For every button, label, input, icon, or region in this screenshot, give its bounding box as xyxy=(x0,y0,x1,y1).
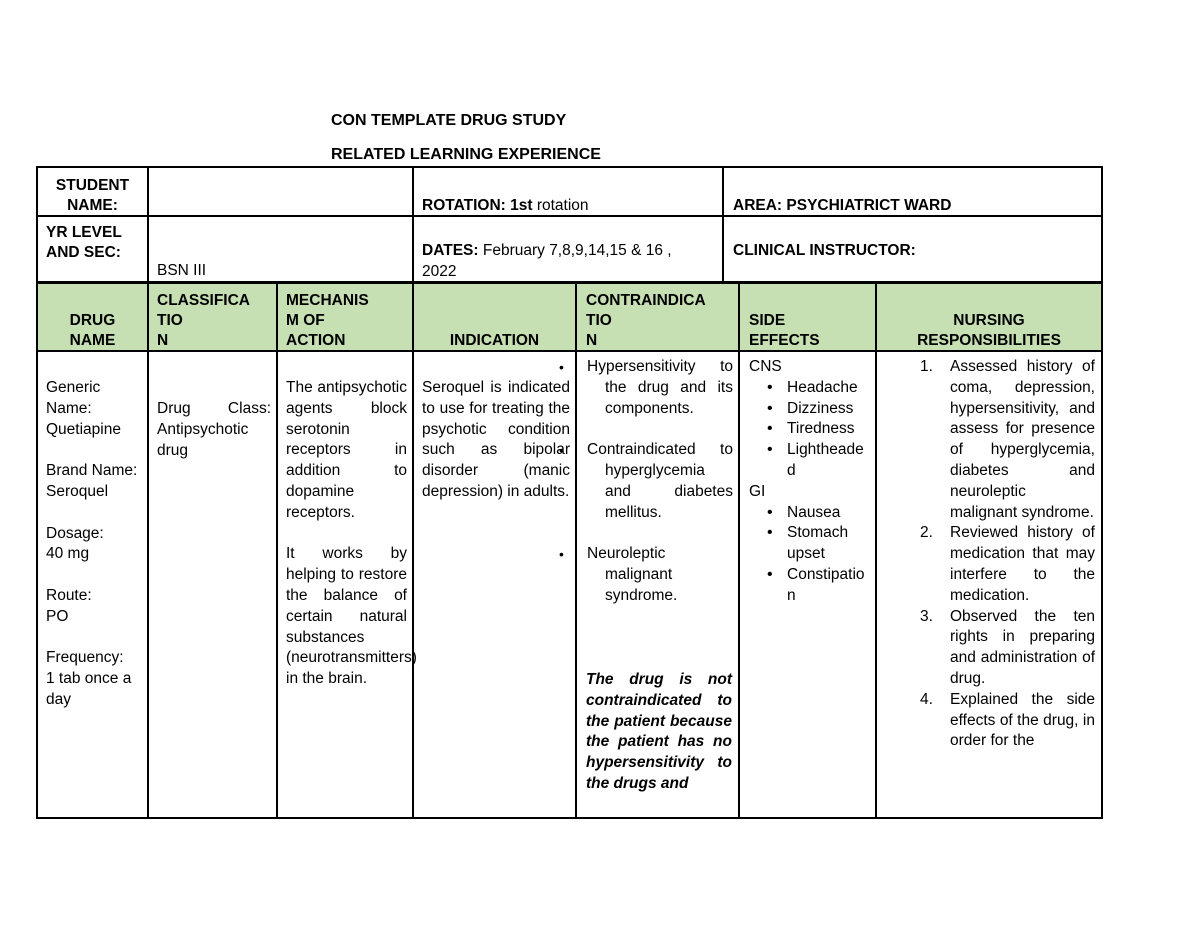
clinical-instructor-cell xyxy=(722,215,1103,283)
col-header-line: TIO xyxy=(586,312,612,329)
dates-cell xyxy=(412,215,724,283)
nursing-cell xyxy=(875,350,1103,819)
drug-study-table xyxy=(36,282,1103,819)
dates xyxy=(422,241,672,261)
document-subtitle: RELATED LEARNING EXPERIENCE xyxy=(331,146,601,163)
generic-name: Quetiapine xyxy=(46,420,121,438)
side-effects-cell xyxy=(738,350,877,819)
clinical-instructor-label: CLINICAL INSTRUCTOR: xyxy=(733,242,916,259)
col-header-line: EFFECTS xyxy=(749,332,820,349)
rotation-label: ROTATION: 1st xyxy=(422,197,533,214)
side-effect-item: • Headache xyxy=(749,378,871,399)
nursing-item-number: 1. xyxy=(920,358,933,375)
cns-label: CNS xyxy=(749,358,782,375)
col-header-line: ACTION xyxy=(286,332,346,349)
contraindication-item: • Hypersensitivity to the drug and its components. xyxy=(577,357,733,419)
indication-text: Seroquel is indicated to use for treating the psychotic condition such as bipolar disorder (manic depression) in adults. xyxy=(422,379,570,500)
classification-cell xyxy=(147,350,278,819)
nursing-item-text: Assessed history of coma, depression, hypersensitivity, and assess for presence of hyperglycemia, diabetes and neuroleptic malignant syndrome. xyxy=(950,358,1095,521)
side-effects-list xyxy=(749,357,871,607)
col-header-line: NURSING xyxy=(953,312,1025,329)
col-header-classification xyxy=(147,282,278,352)
student-info-table xyxy=(36,166,1103,283)
yr-level-value: BSN III xyxy=(157,262,207,279)
col-header-contraindication xyxy=(575,282,740,352)
nursing-item-number: 3. xyxy=(920,607,933,625)
col-header-nursing xyxy=(875,282,1103,352)
col-header-line: M OF xyxy=(286,312,325,329)
col-header-line: TIO xyxy=(157,312,183,329)
dates-year: 2022 xyxy=(422,263,457,280)
contraindication-item: • Contraindicated to hyperglycemia and diabetes mellitus. xyxy=(577,440,733,523)
indication-cell xyxy=(412,350,577,819)
col-header-line: MECHANIS xyxy=(286,292,369,309)
contraindication-note: The drug is not contraindicated to the patient because the patient has no hypersensitivity to the drugs and xyxy=(586,671,732,792)
drug-name-cell xyxy=(36,350,149,819)
col-header-line: CONTRAINDICA xyxy=(586,292,706,309)
side-effect-item: • Nausea xyxy=(749,503,871,524)
nursing-item xyxy=(920,690,1095,752)
document-title: CON TEMPLATE DRUG STUDY xyxy=(331,112,567,129)
rotation-value: rotation xyxy=(536,197,589,214)
col-header-line: NAME xyxy=(69,332,116,349)
generic-name-label: Generic Name: xyxy=(46,379,101,417)
student-name-value-cell xyxy=(147,166,414,217)
col-header-line: INDICATION xyxy=(449,332,540,349)
student-name-label: STUDENT NAME: xyxy=(55,177,130,214)
dates-label: DATES: xyxy=(422,242,479,259)
nursing-item xyxy=(920,607,1095,690)
col-header-indication xyxy=(412,282,577,352)
col-header-line: RESPONSIBILITIES xyxy=(917,332,1061,349)
nursing-item-text: Reviewed history of medication that may interfere to the medication. xyxy=(950,524,1095,604)
mechanism-text xyxy=(286,378,417,690)
side-effect-item: • Stomach upset xyxy=(749,523,871,565)
nursing-item-text: Explained the side effects of the drug, in order for the xyxy=(950,690,1095,750)
route: PO xyxy=(46,607,69,625)
brand-name-label: Brand Name: xyxy=(46,462,138,480)
frequency: 1 tab once a day xyxy=(46,670,132,708)
contraindication-item: • Neuroleptic malignant syndrome. xyxy=(577,544,733,606)
contraindication-list xyxy=(577,357,733,607)
col-header-line: SIDE xyxy=(749,312,786,329)
mechanism-paragraph: The antipsychotic agents block serotonin receptors in addition to dopamine receptors. xyxy=(286,379,407,521)
rotation xyxy=(422,196,589,216)
side-effect-item: • Tiredness xyxy=(749,419,871,440)
yr-level-value-cell xyxy=(147,215,414,283)
dosage-label: Dosage: xyxy=(46,524,104,542)
nursing-item-number: 2. xyxy=(920,524,933,542)
nursing-item-number: 4. xyxy=(920,690,933,708)
area-cell xyxy=(722,166,1103,217)
col-header-line: DRUG xyxy=(69,312,116,329)
side-effect-item: • Constipation xyxy=(749,565,871,607)
rotation-cell xyxy=(412,166,724,217)
nursing-item xyxy=(920,523,1095,606)
brand-name: Seroquel xyxy=(46,482,109,500)
area-label: AREA: PSYCHIATRICT WARD xyxy=(733,197,952,214)
drug-details xyxy=(46,378,142,711)
mechanism-cell xyxy=(276,350,417,819)
dosage: 40 mg xyxy=(46,545,90,563)
student-name-label-cell xyxy=(36,166,149,217)
col-header-drug-name xyxy=(36,282,149,352)
mechanism-paragraph: It works by helping to restore the balance of certain natural substances (neurotransmitters) in the brain. xyxy=(286,545,417,688)
yr-level-label-cell xyxy=(36,215,149,283)
frequency-label: Frequency: xyxy=(46,649,124,667)
nursing-item xyxy=(920,357,1095,523)
nursing-list xyxy=(920,357,1095,752)
route-label: Route: xyxy=(46,586,92,604)
col-header-line: CLASSIFICA xyxy=(157,292,250,309)
col-header-line: N xyxy=(157,332,169,349)
contraindication-cell xyxy=(575,350,740,819)
gi-label: GI xyxy=(749,482,766,500)
nursing-item-text: Observed the ten rights in preparing and administration of drug. xyxy=(950,607,1095,687)
yr-level-label: YR LEVEL AND SEC: xyxy=(46,224,122,261)
side-effect-item: • Lightheaded xyxy=(749,440,871,482)
col-header-line: N xyxy=(586,332,598,349)
side-effect-item: • Dizziness xyxy=(749,399,871,420)
dates-value: February 7,8,9,14,15 & 16 , xyxy=(482,242,672,259)
col-header-side-effects xyxy=(738,282,877,352)
col-header-mechanism xyxy=(276,282,414,352)
classification-text: Drug Class: Antipsychotic drug xyxy=(157,400,271,459)
